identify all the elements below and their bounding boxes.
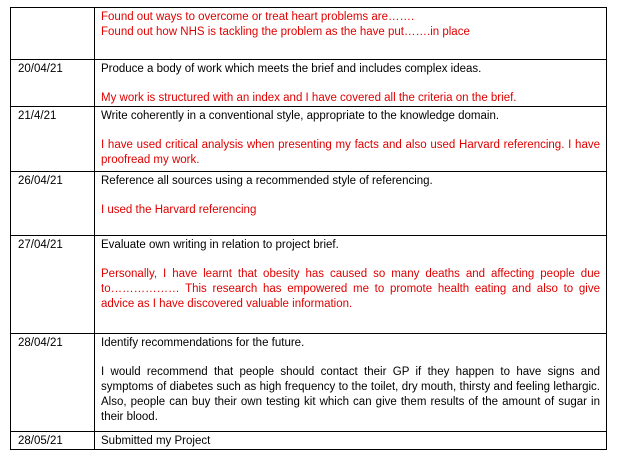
response-text: Personally, I have learnt that obesity has caused so many deaths and affecting people due to……………… This research has empowered me to promote health eating and also to give advice as I have discovered valuable information. (101, 268, 600, 310)
table-row (11, 432, 607, 450)
table-row (11, 334, 607, 432)
criterion-text: Identify recommendations for the future. (101, 337, 305, 349)
table-row (11, 172, 607, 236)
table-row (11, 236, 607, 334)
content-cell (95, 8, 607, 60)
response-text: I used the Harvard referencing (101, 204, 257, 216)
date-cell: 26/04/21 (11, 172, 95, 236)
date-cell: 21/4/21 (11, 107, 95, 172)
date-cell: 28/05/21 (11, 432, 95, 450)
date-cell: 20/04/21 (11, 60, 95, 107)
criterion-text: Produce a body of work which meets the brief and includes complex ideas. (101, 63, 482, 75)
criterion-text: Reference all sources using a recommended style of referencing. (101, 175, 433, 187)
content-cell (95, 236, 607, 334)
response-text: I have used critical analysis when presenting my facts and also used Harvard referencing. I have proofread my work. (101, 139, 600, 166)
content-cell (95, 432, 607, 450)
criterion-text: Evaluate own writing in relation to project brief. (101, 239, 339, 251)
response-text: My work is structured with an index and I have covered all the criteria on the brief. (101, 92, 517, 104)
table-row (11, 60, 607, 107)
content-cell (95, 107, 607, 172)
table-row (11, 107, 607, 172)
criterion-text: Write coherently in a conventional style, appropriate to the knowledge domain. (101, 110, 500, 122)
content-cell (95, 172, 607, 236)
table-row (11, 8, 607, 60)
content-cell (95, 334, 607, 432)
date-cell (11, 8, 95, 60)
response-line: Found out ways to overcome or treat heart problems are……. (101, 11, 415, 23)
evaluation-log-table (10, 7, 607, 450)
response-text: I would recommend that people should contact their GP if they happen to have signs and symptoms of diabetes such as high frequency to the toilet, dry mouth, thirsty and feeling lethargic. Also, people can buy their own testing kit which can give them results of the amount of sugar in their blood. (101, 366, 600, 423)
date-cell: 27/04/21 (11, 236, 95, 334)
date-cell: 28/04/21 (11, 334, 95, 432)
criterion-text: Submitted my Project (101, 435, 211, 447)
response-line: Found out how NHS is tackling the problem as the have put…….in place (101, 26, 470, 38)
content-cell (95, 60, 607, 107)
